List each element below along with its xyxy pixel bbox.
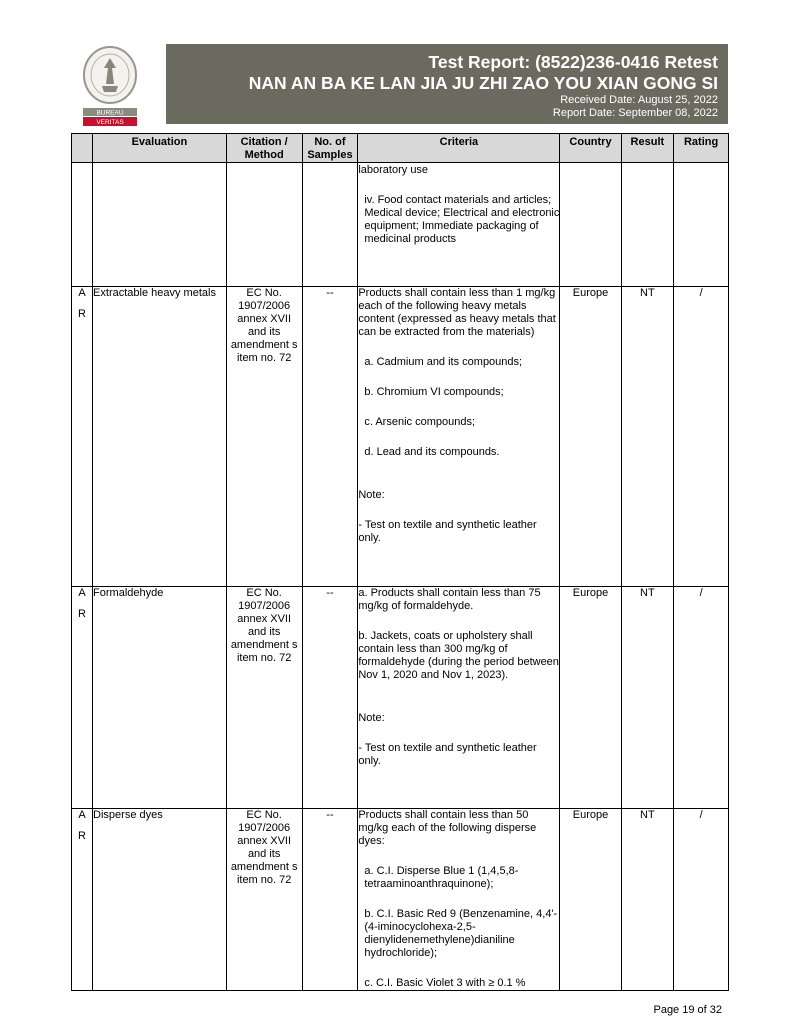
col-header-blank (72, 134, 93, 163)
result-cell: NT (621, 287, 674, 587)
table-row (72, 287, 729, 587)
bureau-veritas-logo (76, 46, 144, 128)
criteria-text: Products shall contain less than 1 mg/kg each of the following heavy metals content (expressed as heavy metals that can be extracted from the materials) (358, 287, 556, 338)
table-header-row (72, 134, 729, 163)
report-header (166, 44, 728, 124)
country-cell: Europe (560, 287, 621, 587)
criteria-text: a. Cadmium and its compounds; (364, 356, 523, 368)
row-flag-a: A (78, 287, 86, 299)
table-row (72, 587, 729, 809)
evaluation-table (71, 133, 729, 991)
criteria-cell (358, 287, 560, 587)
col-header-rating: Rating (674, 134, 729, 163)
criteria-text: Products shall contain less than 50 mg/kg each of the following disperse dyes: (358, 809, 537, 847)
col-header-result: Result (621, 134, 674, 163)
criteria-text: d. Lead and its compounds. (364, 446, 500, 458)
criteria-text: a. C.I. Disperse Blue 1 (1,4,5,8-tetraaminoanthraquinone); (364, 865, 519, 890)
result-cell: NT (621, 587, 674, 809)
criteria-text: b. C.I. Basic Red 9 (Benzenamine, 4,4'-(4-iminocyclohexa-2,5-dienylidenemethylene)dianiline hydrochloride); (364, 908, 558, 959)
col-header-evaluation: Evaluation (93, 134, 227, 163)
row-flag-a: A (78, 587, 86, 599)
citation-cell: EC No. 1907/2006 annex XVII and its amendment s item no. 72 (226, 287, 302, 587)
row-flag-r: R (78, 830, 86, 842)
rating-cell: / (674, 287, 729, 587)
evaluation-cell: Extractable heavy metals (93, 287, 227, 587)
report-title: Test Report: (8522)236-0416 Retest (428, 52, 718, 72)
page-number: Page 19 of 32 (653, 1004, 722, 1016)
criteria-text: Note: (358, 712, 385, 724)
result-cell: NT (621, 809, 674, 991)
evaluation-cell: Formaldehyde (93, 587, 227, 809)
table-row (72, 163, 729, 287)
citation-cell: EC No. 1907/2006 annex XVII and its amendment s item no. 72 (226, 587, 302, 809)
row-flag-a: A (78, 809, 86, 821)
col-header-samples: No. of Samples (302, 134, 358, 163)
row-flag-r: R (78, 308, 86, 320)
criteria-text: Note: (358, 489, 385, 501)
samples-cell: -- (302, 809, 358, 991)
received-date: Received Date: August 25, 2022 (560, 94, 718, 106)
company-name: NAN AN BA KE LAN JIA JU ZHI ZAO YOU XIAN GONG SI (248, 73, 718, 93)
svg-text:BUREAU: BUREAU (96, 109, 124, 117)
evaluation-cell: Disperse dyes (93, 809, 227, 991)
criteria-cell (358, 587, 560, 809)
svg-text:VERITAS: VERITAS (96, 119, 124, 126)
row-flag-r: R (78, 608, 86, 620)
samples-cell: -- (302, 287, 358, 587)
col-header-citation: Citation / Method (226, 134, 302, 163)
country-cell: Europe (560, 809, 621, 991)
col-header-country: Country (560, 134, 621, 163)
criteria-text: b. Chromium VI compounds; (364, 386, 504, 398)
country-cell: Europe (560, 587, 621, 809)
criteria-text: - Test on textile and synthetic leather only. (358, 742, 537, 767)
criteria-text: laboratory use (358, 164, 429, 176)
criteria-text: b. Jackets, coats or upholstery shall contain less than 300 mg/kg of formaldehyde (during the period between Nov 1, 2020 and Nov 1, 2023). (358, 630, 559, 681)
criteria-cell (358, 809, 560, 991)
criteria-text: c. Arsenic compounds; (364, 416, 476, 428)
report-date: Report Date: September 08, 2022 (552, 107, 718, 119)
samples-cell: -- (302, 587, 358, 809)
table-row (72, 809, 729, 991)
criteria-text: c. C.I. Basic Violet 3 with ≥ 0.1 % (364, 977, 526, 989)
col-header-criteria: Criteria (358, 134, 560, 163)
criteria-text: a. Products shall contain less than 75 mg/kg of formaldehyde. (358, 587, 541, 612)
citation-cell: EC No. 1907/2006 annex XVII and its amendment s item no. 72 (226, 809, 302, 991)
criteria-text: - Test on textile and synthetic leather only. (358, 519, 537, 544)
rating-cell: / (674, 809, 729, 991)
criteria-text: iv. Food contact materials and articles; Medical device; Electrical and electronic equipment; Immediate packaging of medicinal products (364, 194, 560, 245)
rating-cell: / (674, 587, 729, 809)
